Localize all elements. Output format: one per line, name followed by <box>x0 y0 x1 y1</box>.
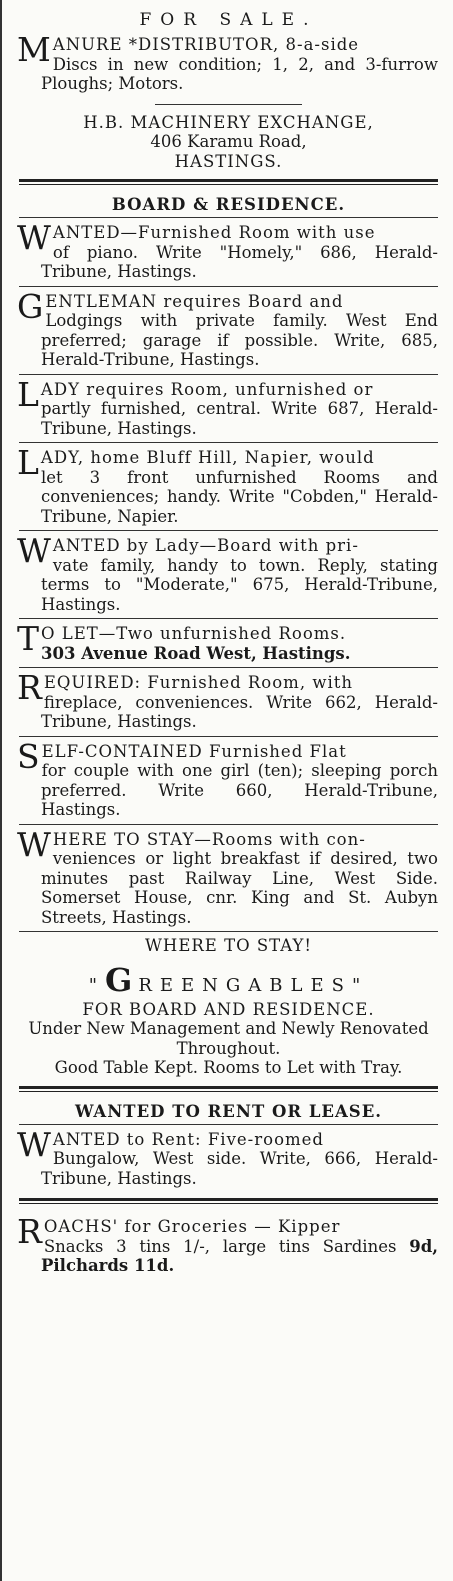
ad-body: let 3 front unfurnished Rooms and conveniences; handy. Write "Cobden," Herald-Tribune, Napier. <box>41 467 438 526</box>
for-sale-heading: FOR SALE. <box>139 10 318 30</box>
ad-first-line: ADY requires Room, unfurnished or <box>40 379 374 399</box>
drop-cap: R <box>17 668 42 707</box>
drop-cap: W <box>17 218 51 257</box>
divider <box>19 667 438 668</box>
drop-cap: W <box>17 1124 51 1164</box>
divider <box>19 1124 438 1125</box>
greengables-ad <box>19 936 438 1078</box>
greengables-name <box>19 961 438 999</box>
board-ads-list <box>19 220 438 929</box>
list-item <box>19 1214 438 1278</box>
drop-cap: L <box>17 374 39 414</box>
ad-body <box>19 1237 438 1276</box>
divider <box>19 217 438 218</box>
ad-body: vate family, handy to town. Reply, stating terms to "Moderate," 675, Herald-Tribune, Hastings. <box>41 555 438 614</box>
list-item <box>17 824 438 930</box>
close-quote: " <box>351 974 369 996</box>
board-residence-section <box>19 195 438 932</box>
list-item <box>19 670 438 734</box>
divider <box>155 104 302 105</box>
section-divider <box>19 1198 438 1204</box>
ad-body: 303 Avenue Road West, Hastings. <box>41 643 351 663</box>
ad-first-line: ANTED—Furnished Room with use <box>52 223 376 242</box>
ad-body: Bungalow, West side. Write, 666, Herald-Tribune, Hastings. <box>41 1149 438 1188</box>
list-item <box>19 621 438 665</box>
ad-body: Discs in new condition; 1, 2, and 3-furrow Ploughs; Motors. <box>41 54 438 93</box>
ad-body: Lodgings with private family. West End preferred; garage if possible. Write, 685, Herald-Tribune, Hastings. <box>41 311 438 369</box>
greengables-initial: G <box>105 960 139 999</box>
list-item <box>17 374 438 441</box>
divider <box>19 286 438 287</box>
drop-cap: R <box>17 1212 42 1251</box>
divider <box>19 530 438 531</box>
greengables-line3: Good Table Kept. Rooms to Let with Tray. <box>54 1058 403 1077</box>
drop-cap: W <box>17 531 51 570</box>
for-sale-section <box>19 8 438 171</box>
drop-cap: L <box>17 443 39 482</box>
firm-name: H.B. MACHINERY EXCHANGE, <box>83 112 374 132</box>
drop-cap: G <box>17 286 44 326</box>
greengables-title: WHERE TO STAY! <box>144 936 313 955</box>
ad-first-line: EQUIRED: Furnished Room, with <box>43 673 353 692</box>
open-quote: " <box>88 974 106 996</box>
ad-first-line: ANTED by Lady—Board with pri- <box>52 536 359 555</box>
divider <box>19 736 438 737</box>
ad-first-line: ENTLEMAN requires Board and <box>45 291 344 311</box>
roachs-ad <box>19 1214 438 1278</box>
drop-cap: T <box>17 619 40 658</box>
ad-first-line: ANTED to Rent: Five-roomed <box>52 1129 324 1149</box>
wanted-to-rent-section <box>19 1102 438 1191</box>
ad-body: veniences or light breakfast if desired, two minutes past Railway Line, West Side. Somerset House, cnr. King and St. Aubyn Streets, Hastings. <box>41 849 438 927</box>
list-item <box>17 736 438 822</box>
divider <box>19 824 438 825</box>
greengables-line1: FOR BOARD AND RESIDENCE. <box>82 999 375 1019</box>
greengables-name-rest: REENGABLES <box>138 974 352 996</box>
list-item <box>19 220 438 284</box>
ad-body: of piano. Write "Homely," 686, Herald-Tribune, Hastings. <box>41 242 438 281</box>
drop-cap: W <box>17 824 51 864</box>
greengables-line2: Under New Management and Newly Renovated Throughout. <box>28 1019 429 1058</box>
ad-body: for couple with one girl (ten); sleeping porch preferred. Write 660, Herald-Tribune, Hastings. <box>41 761 438 819</box>
ad-first-line: OACHS' for Groceries — Kipper <box>43 1217 341 1236</box>
board-residence-heading: BOARD & RESIDENCE. <box>111 195 346 214</box>
divider <box>19 442 438 443</box>
drop-cap: S <box>17 736 40 776</box>
ad-body-bold: 9d, Pilchards 11d. <box>41 1236 438 1275</box>
firm-address: 406 Karamu Road, <box>150 132 307 151</box>
ad-first-line: O LET—Two unfurnished Rooms. <box>41 624 347 643</box>
manure-distributor-ad <box>19 32 438 96</box>
ad-body: partly furnished, central. Write 687, Herald-Tribune, Hastings. <box>41 399 438 438</box>
ad-first-line: ANURE *DISTRIBUTOR, 8-a-side <box>52 35 360 54</box>
ad-body: fireplace, conveniences. Write 662, Herald-Tribune, Hastings. <box>41 692 438 731</box>
ad-first-line: ADY, home Bluff Hill, Napier, would <box>40 448 375 467</box>
list-item <box>19 445 438 528</box>
list-item <box>17 286 438 372</box>
firm-town: HASTINGS. <box>174 151 283 171</box>
list-item <box>17 1124 438 1191</box>
ad-first-line: HERE TO STAY—Rooms with con- <box>52 829 366 849</box>
drop-cap: M <box>17 30 51 69</box>
divider <box>19 618 438 619</box>
list-item <box>19 533 438 616</box>
divider <box>19 374 438 375</box>
wanted-to-rent-heading: WANTED TO RENT OR LEASE. <box>74 1101 383 1121</box>
section-divider <box>19 179 438 185</box>
ad-first-line: ELF-CONTAINED Furnished Flat <box>41 741 347 761</box>
section-divider <box>19 1086 438 1092</box>
divider <box>19 931 438 932</box>
ad-body-plain: Snacks 3 tins 1/-, large tins Sardines <box>43 1236 397 1256</box>
